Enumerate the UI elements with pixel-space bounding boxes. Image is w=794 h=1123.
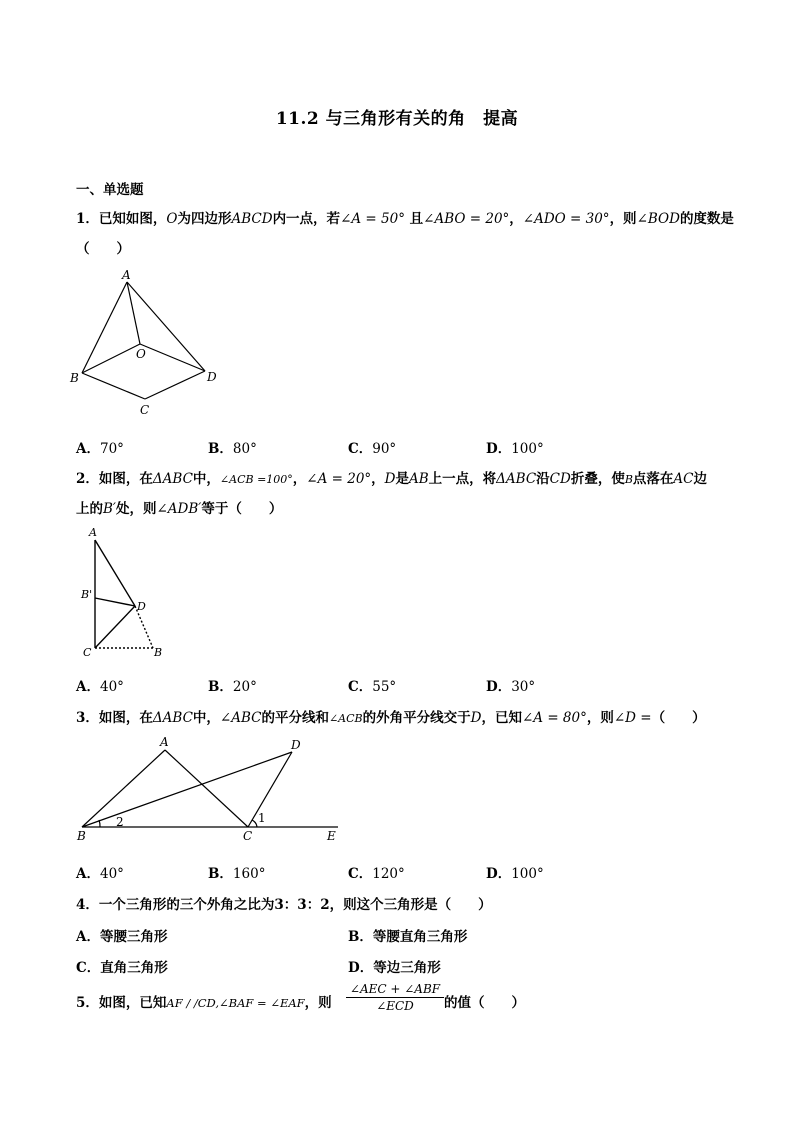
option-value: 120° <box>372 866 405 882</box>
q3-part: 的平分线和 <box>261 710 329 726</box>
q3-option-b[interactable] <box>208 862 265 882</box>
q3-label-c: C <box>243 829 253 843</box>
q3-option-d[interactable] <box>486 862 544 882</box>
q2-number: 2． <box>76 471 99 487</box>
q2-math: ΔABC <box>496 471 537 487</box>
q3-part: ，已知 <box>481 710 522 726</box>
option-letter: C． <box>348 441 373 457</box>
option-letter: B． <box>348 929 373 945</box>
option-letter: C． <box>348 866 373 882</box>
q2-math: CD <box>549 471 571 487</box>
option-letter: D． <box>486 441 512 457</box>
q5-tail: 的值（ ） <box>444 995 525 1011</box>
q2-part: 沿 <box>536 471 550 487</box>
q3-label-a: A <box>160 735 169 749</box>
q3-label-b: B <box>77 829 86 843</box>
q1-math: ∠ADO = 30° <box>522 211 610 227</box>
option-letter: D． <box>486 866 512 882</box>
q4-option-a[interactable] <box>76 925 167 945</box>
q2-math: AC <box>673 471 694 487</box>
q1-label-c: C <box>140 403 150 417</box>
option-letter: D． <box>348 960 374 976</box>
q3-label-e: E <box>327 829 336 843</box>
q3-part: 中， <box>192 710 220 726</box>
q1-number: 1． <box>76 211 99 227</box>
q1-math: ∠BOD <box>636 211 680 227</box>
q3-option-a[interactable] <box>76 862 124 882</box>
q4-option-c[interactable] <box>76 956 168 976</box>
q1-label-o: O <box>136 347 146 361</box>
page-title: 11.2 与三角形有关的角 提高 <box>275 109 519 129</box>
q5-numerator: ∠AEC + ∠ABF <box>346 982 444 998</box>
q1-answer-paren: （ ） <box>76 241 130 257</box>
q3-math: ∠ACB <box>328 712 363 725</box>
q5-part: ，则 <box>304 995 332 1011</box>
q3-edge-cd <box>248 752 292 827</box>
q1-math: ∠A = 50° <box>340 211 405 227</box>
q3-math: ∠ABC <box>219 710 262 726</box>
q2-part: 是 <box>395 471 409 487</box>
q3-math: ΔABC <box>152 710 193 726</box>
q1-part: ，则 <box>609 211 637 227</box>
option-value: 等腰直角三角形 <box>372 929 468 945</box>
q4-option-d[interactable] <box>348 956 441 976</box>
option-letter: B． <box>208 866 233 882</box>
section-heading: 一、单选题 <box>76 182 144 198</box>
option-letter: A． <box>76 866 100 882</box>
q3-math: D <box>470 710 482 726</box>
option-letter: A． <box>76 679 100 695</box>
q5-number: 5． <box>76 995 99 1011</box>
q2-label-bprime: B' <box>81 588 93 601</box>
q1-part: 且 <box>404 211 424 227</box>
option-value: 90° <box>372 441 397 457</box>
option-value: 直角三角形 <box>100 960 168 976</box>
q1-part: 内一点，若 <box>272 211 341 227</box>
q1-part: 已知如图， <box>98 211 167 227</box>
option-value: 100° <box>511 866 544 882</box>
q3-math: ∠D = <box>613 710 652 726</box>
q1-label-d: D <box>207 370 217 384</box>
q1-math: ABCD <box>231 211 273 227</box>
q2-part: 上的 <box>76 501 103 517</box>
q3-part: ，则 <box>586 710 614 726</box>
q1-math: ∠ABO = 20° <box>423 211 510 227</box>
q2-math: AB <box>409 471 429 487</box>
q4-part: 一个三角形的三个外角之比为3：3：2，则这个三角形是（ ） <box>98 897 492 913</box>
q2-part: 如图，在 <box>98 471 153 487</box>
q2-math: ∠ADB′ <box>156 501 202 517</box>
q2-math: D <box>384 471 396 487</box>
option-value: 70° <box>99 441 124 457</box>
q3-option-c[interactable] <box>348 862 405 882</box>
question-4-text <box>76 893 492 913</box>
question-5-text <box>76 991 332 1011</box>
q2-part: ， <box>292 471 307 487</box>
q3-angle-1-arc <box>252 820 257 827</box>
q2-part: 等于（ ） <box>201 501 283 517</box>
q2-part: 中， <box>192 471 220 487</box>
q2-label-d: D <box>137 600 146 613</box>
option-value: 20° <box>232 679 257 695</box>
q3-angle-2-arc <box>99 820 100 827</box>
option-letter: C． <box>348 679 373 695</box>
q2-label-c: C <box>83 646 92 659</box>
q3-edge-ac <box>165 750 248 827</box>
q5-denominator: ∠ECD <box>376 999 414 1013</box>
option-value: 160° <box>232 866 266 882</box>
q1-label-a: A <box>122 268 131 282</box>
q3-part: （ ） <box>651 710 706 726</box>
q2-label-b: B <box>154 646 163 659</box>
option-value: 等边三角形 <box>373 960 441 976</box>
q1-part: ， <box>509 211 523 227</box>
q2-part: 处，则 <box>116 501 157 517</box>
q3-part: 如图，在 <box>98 710 153 726</box>
q3-number: 3． <box>76 710 99 726</box>
q2-part: 上一点，将 <box>428 471 497 487</box>
option-value: 等腰三角形 <box>99 929 168 945</box>
q3-label-1: 1 <box>258 811 266 825</box>
q2-math: ∠ACB =100° <box>219 473 293 486</box>
option-letter: A． <box>76 929 100 945</box>
option-letter: C． <box>76 960 101 976</box>
q3-math: ∠A = 80° <box>521 710 587 726</box>
q2-math: ΔABC <box>152 471 193 487</box>
option-letter: A． <box>76 441 100 457</box>
option-value: 40° <box>99 866 124 882</box>
q1-part: 为四边形 <box>177 211 232 227</box>
q3-label-2: 2 <box>116 815 124 829</box>
q2-part: ， <box>371 471 385 487</box>
q3-part: 的外角平分线交于 <box>362 710 471 726</box>
q2-part: 折叠，使 <box>570 471 625 487</box>
q5-math: AF / /CD,∠BAF = ∠EAF <box>166 996 305 1010</box>
q4-number: 4． <box>76 897 99 913</box>
q3-label-d: D <box>291 738 301 752</box>
q1-label-b: B <box>70 371 79 385</box>
q4-option-b[interactable] <box>348 925 467 945</box>
q5-fraction <box>346 982 444 1013</box>
option-letter: D． <box>486 679 512 695</box>
option-letter: B． <box>208 679 233 695</box>
q2-math: B <box>624 473 633 486</box>
q1-part: 的度数是 <box>679 211 734 227</box>
option-letter: B． <box>208 441 233 457</box>
option-value: 55° <box>372 679 397 695</box>
q2-part: 边 <box>693 471 708 487</box>
option-value: 80° <box>232 441 257 457</box>
option-value: 100° <box>511 441 544 457</box>
q2-math: B′ <box>103 501 116 517</box>
q5-part: 如图，已知 <box>98 995 167 1011</box>
q2-label-a: A <box>89 526 97 539</box>
q2-part: 点落在 <box>632 471 674 487</box>
q2-math: ∠A = 20° <box>306 471 372 487</box>
option-value: 30° <box>511 679 536 695</box>
q1-math: O <box>166 211 178 227</box>
option-value: 40° <box>99 679 124 695</box>
